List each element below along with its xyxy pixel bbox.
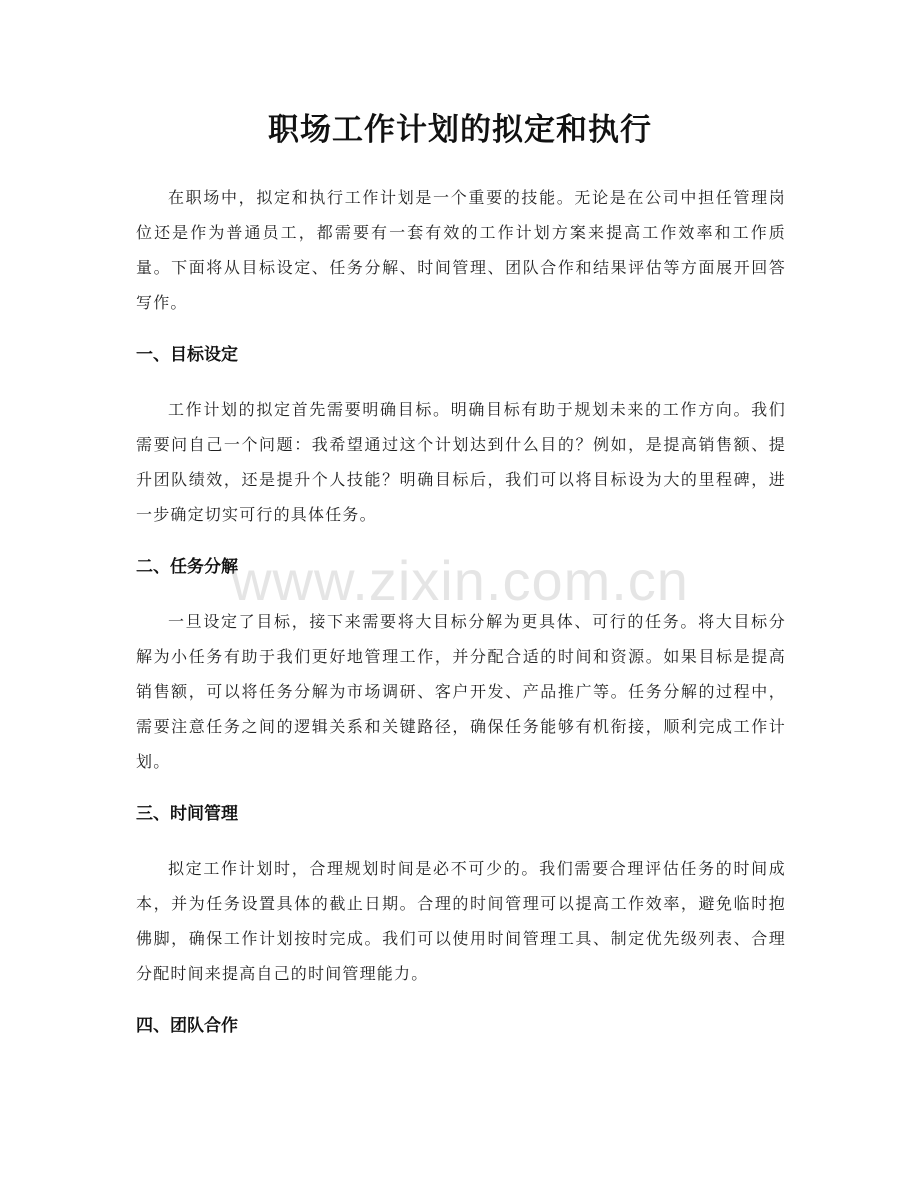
section-heading-goal-setting: 一、目标设定 (136, 345, 238, 365)
section-body-goal-setting: 工作计划的拟定首先需要明确目标。明确目标有助于规划未来的工作方向。我们需要问自己一个问题：我希望通过这个计划达到什么目的？例如，是提高销售额、提升团队绩效，还是提升个人技能？明确目标后，我们可以将目标设为大的里程碑，进一步确定切实可行的具体任务。 (136, 400, 786, 524)
section-heading-teamwork: 四、团队合作 (136, 1016, 238, 1036)
section-body-time-management: 拟定工作计划时，合理规划时间是必不可少的。我们需要合理评估任务的时间成本，并为任务设置具体的截止日期。合理的时间管理可以提高工作效率，避免临时抱佛脚，确保工作计划按时完成。我们可以使用时间管理工具、制定优先级列表、合理分配时间来提高自己的时间管理能力。 (136, 859, 786, 983)
intro-paragraph: 在职场中，拟定和执行工作计划是一个重要的技能。无论是在公司中担任管理岗位还是作为普通员工，都需要有一套有效的工作计划方案来提高工作效率和工作质量。下面将从目标设定、任务分解、时间管理、团队合作和结果评估等方面展开回答写作。 (136, 188, 786, 312)
document-title: 职场工作计划的拟定和执行 (268, 112, 652, 148)
section-body-task-breakdown: 一旦设定了目标，接下来需要将大目标分解为更具体、可行的任务。将大目标分解为小任务有助于我们更好地管理工作，并分配合适的时间和资源。如果目标是提高销售额，可以将任务分解为市场调研、客户开发、产品推广等。任务分解的过程中，需要注意任务之间的逻辑关系和关键路径，确保任务能够有机衔接，顺利完成工作计划。 (136, 612, 786, 771)
watermark-text: www.zixin.com.cn (231, 549, 689, 612)
section-heading-task-breakdown: 二、任务分解 (136, 557, 238, 577)
section-heading-time-management: 三、时间管理 (136, 804, 238, 824)
document-body (136, 180, 786, 1041)
